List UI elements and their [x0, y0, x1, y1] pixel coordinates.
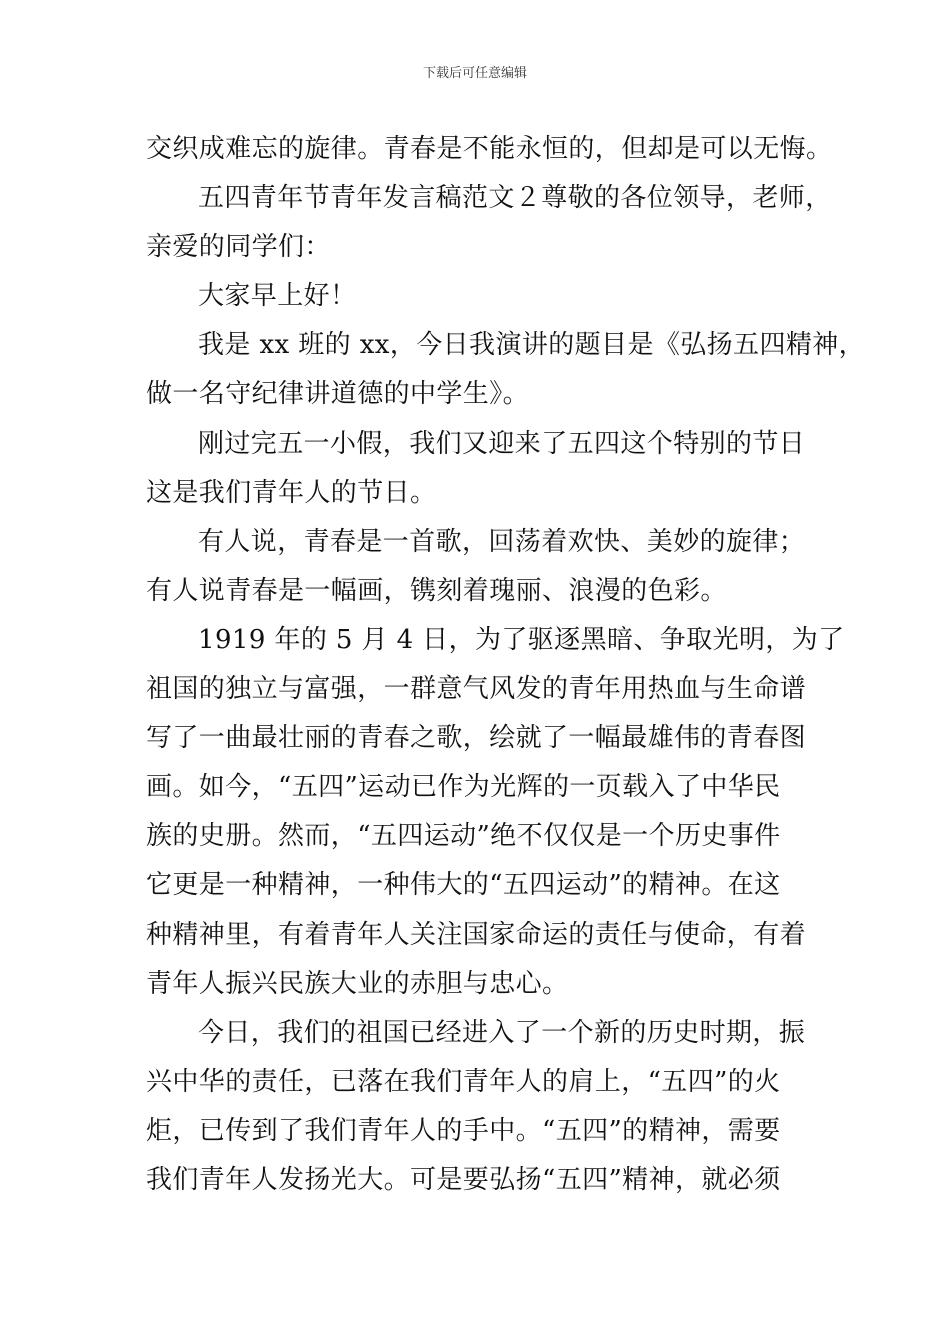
text-line-22: 我们青年人发扬光大。可是要弘扬“五四”精神，就必须 [146, 1164, 781, 1195]
text-line-4: 大家早上好！ [198, 281, 357, 312]
text-line-7: 刚过完五一小假，我们又迎来了五四这个特别的节日 [198, 428, 806, 459]
text-line-20: 兴中华的责任，已落在我们青年人的肩上，“五四”的火 [146, 1066, 781, 1097]
text-line-17: 种精神里，有着青年人关注国家命运的责任与使命，有着 [146, 919, 807, 950]
text-line-15: 族的史册。然而，“五四运动”绝不仅仅是一个历史事件 [146, 821, 781, 852]
document-body [146, 125, 866, 1205]
page-header: 下载后可任意编辑 [422, 66, 527, 81]
text-line-13: 写了一曲最壮丽的青春之歌，绘就了一幅最雄伟的青春图 [146, 723, 807, 754]
text-line-9: 有人说，青春是一首歌，回荡着欢快、美妙的旋律； [198, 526, 806, 557]
text-line-1: 交织成难忘的旋律。青春是不能永恒的，但却是可以无悔。 [146, 134, 833, 164]
text-line-11: 1919 年的 5 月 4 日，为了驱逐黑暗、争取光明，为了 [198, 624, 845, 655]
text-line-5: 我是 xx 班的 xx，今日我演讲的题目是《弘扬五四精神， [198, 330, 866, 361]
text-line-12: 祖国的独立与富强，一群意气风发的青年用热血与生命谱 [146, 674, 807, 705]
text-line-2: 五四青年节青年发言稿范文２尊敬的各位领导，老师， [198, 183, 832, 214]
text-line-19: 今日，我们的祖国已经进入了一个新的历史时期，振 [198, 1017, 806, 1048]
text-line-10: 有人说青春是一幅画，镌刻着瑰丽、浪漫的色彩。 [146, 575, 727, 606]
text-line-6: 做一名守纪律讲道德的中学生》。 [146, 379, 530, 410]
text-line-3: 亲爱的同学们： [146, 232, 331, 263]
text-line-16: 它更是一种精神，一种伟大的“五四运动”的精神。在这 [146, 870, 781, 901]
text-line-14: 画。如今，“五四”运动已作为光辉的一页载入了中华民 [146, 772, 781, 803]
text-line-21: 炬，已传到了我们青年人的手中。“五四”的精神，需要 [146, 1115, 781, 1146]
text-line-8: 这是我们青年人的节日。 [146, 477, 437, 508]
text-line-18: 青年人振兴民族大业的赤胆与忠心。 [146, 968, 569, 999]
